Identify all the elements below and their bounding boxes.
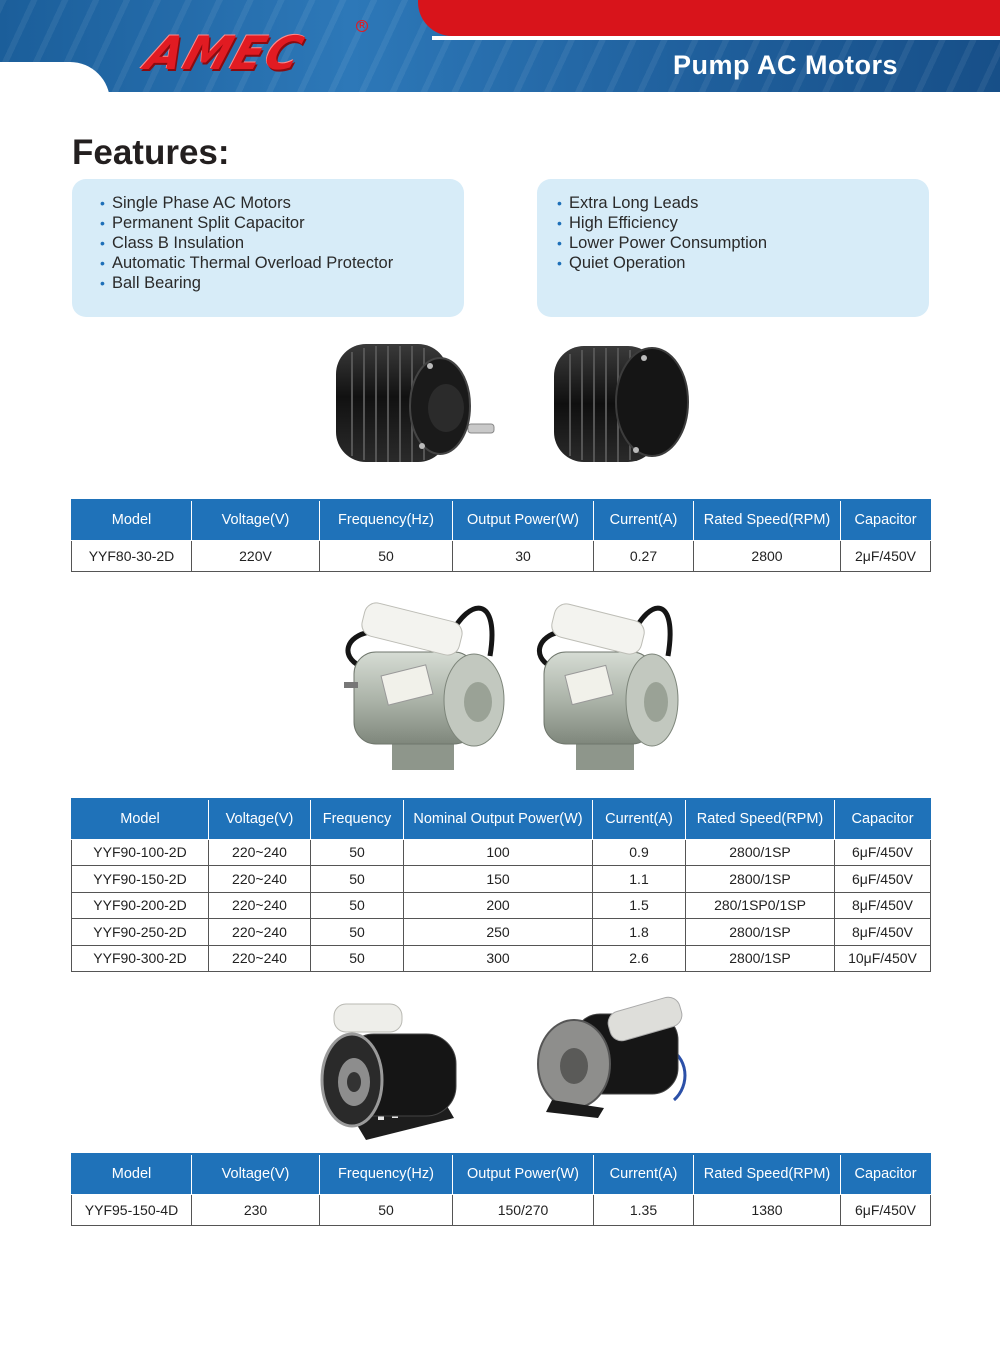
table-cell: 220~240 [209,945,311,972]
table-header-row [72,500,931,540]
table-cell: 2800 [694,540,841,571]
features-list-left [100,193,464,293]
features-heading: Features: [72,133,230,172]
table-cell: 220~240 [209,892,311,919]
table-cell: 50 [311,892,404,919]
table-cell: 100 [404,839,593,866]
table-cell: 250 [404,919,593,946]
table-header-row [72,799,931,839]
column-header: Voltage(V) [209,799,311,839]
table-row [72,919,931,946]
table-cell: 50 [311,919,404,946]
feature-item: • Lower Power Consumption [557,233,929,253]
grey-motor-with-capacitor-image-2 [532,596,682,772]
column-header: Capacitor [835,799,931,839]
table-header-row [72,1154,931,1194]
grey-motor-with-capacitor-image-1 [340,596,512,772]
table-cell: YYF90-300-2D [72,945,209,972]
feature-item: • Ball Bearing [100,273,464,293]
table-row [72,892,931,919]
feature-item: • High Efficiency [557,213,929,233]
table-cell: 50 [311,866,404,893]
column-header: Frequency(Hz) [320,500,453,540]
table-cell: 1.35 [594,1194,694,1225]
features-box-right [537,179,929,317]
table-cell: YYF80-30-2D [72,540,192,571]
table-cell: 6μF/450V [835,839,931,866]
table-cell: 1380 [694,1194,841,1225]
column-header: Current(A) [594,500,694,540]
column-header: Rated Speed(RPM) [694,500,841,540]
black-motor-with-base-image [314,998,464,1144]
column-header: Output Power(W) [453,500,594,540]
table-cell: YYF90-200-2D [72,892,209,919]
column-header: Frequency [311,799,404,839]
column-header: Model [72,799,209,839]
table-cell: 300 [404,945,593,972]
page-title: Pump AC Motors [673,50,898,80]
column-header: Frequency(Hz) [320,1154,453,1194]
feature-item: • Single Phase AC Motors [100,193,464,213]
table-cell: YYF90-100-2D [72,839,209,866]
page-header [0,0,1000,92]
column-header: Nominal Output Power(W) [404,799,593,839]
table-cell: 2800/1SP [686,866,835,893]
table-cell: 50 [320,540,453,571]
spec-table-yyf90 [71,798,931,972]
grey-black-pump-motor-image [534,996,692,1118]
column-header: Rated Speed(RPM) [694,1154,841,1194]
feature-item: • Extra Long Leads [557,193,929,213]
table-cell: 50 [320,1194,453,1225]
column-header: Voltage(V) [192,500,320,540]
feature-item: • Automatic Thermal Overload Protector [100,253,464,273]
table-cell: 220~240 [209,866,311,893]
table-cell: 150 [404,866,593,893]
table-cell: 2μF/450V [841,540,931,571]
table-cell: 2800/1SP [686,839,835,866]
features-list-right [557,193,929,273]
column-header: Model [72,1154,192,1194]
table-row [72,945,931,972]
column-header: Current(A) [594,1154,694,1194]
table-cell: YYF90-150-2D [72,866,209,893]
column-header: Current(A) [593,799,686,839]
table-cell: 230 [192,1194,320,1225]
table-cell: 200 [404,892,593,919]
table-cell: 150/270 [453,1194,594,1225]
feature-item: • Permanent Split Capacitor [100,213,464,233]
column-header: Capacitor [841,500,931,540]
table-cell: 280/1SP0/1SP [686,892,835,919]
table-cell: 1.8 [593,919,686,946]
black-motor-with-shaft-image [318,336,498,470]
registered-mark-icon: R [356,20,368,32]
table-cell: 0.27 [594,540,694,571]
feature-item: • Quiet Operation [557,253,929,273]
column-header: Model [72,500,192,540]
table-cell: 0.9 [593,839,686,866]
spec-table-yyf95 [71,1153,931,1226]
column-header: Output Power(W) [453,1154,594,1194]
table-cell: YYF90-250-2D [72,919,209,946]
table-cell: 6μF/450V [841,1194,931,1225]
table-cell: 2800/1SP [686,945,835,972]
black-motor-with-cap-image [548,336,694,470]
table-row [72,1194,931,1225]
spec-table-yyf80 [71,499,931,572]
feature-item: • Class B Insulation [100,233,464,253]
column-header: Voltage(V) [192,1154,320,1194]
table-cell: YYF95-150-4D [72,1194,192,1225]
column-header: Capacitor [841,1154,931,1194]
table-cell: 8μF/450V [835,919,931,946]
table-cell: 6μF/450V [835,866,931,893]
table-row [72,540,931,571]
table-cell: 50 [311,839,404,866]
features-box-left [72,179,464,317]
column-header: Rated Speed(RPM) [686,799,835,839]
table-cell: 2800/1SP [686,919,835,946]
table-cell: 2.6 [593,945,686,972]
table-cell: 1.5 [593,892,686,919]
table-cell: 10μF/450V [835,945,931,972]
header-red-bar [418,0,1000,36]
table-cell: 30 [453,540,594,571]
table-cell: 220~240 [209,839,311,866]
table-row [72,839,931,866]
table-row [72,866,931,893]
table-cell: 1.1 [593,866,686,893]
table-cell: 8μF/450V [835,892,931,919]
amec-logo: AMEC [139,26,312,80]
table-cell: 220V [192,540,320,571]
table-cell: 50 [311,945,404,972]
table-cell: 220~240 [209,919,311,946]
